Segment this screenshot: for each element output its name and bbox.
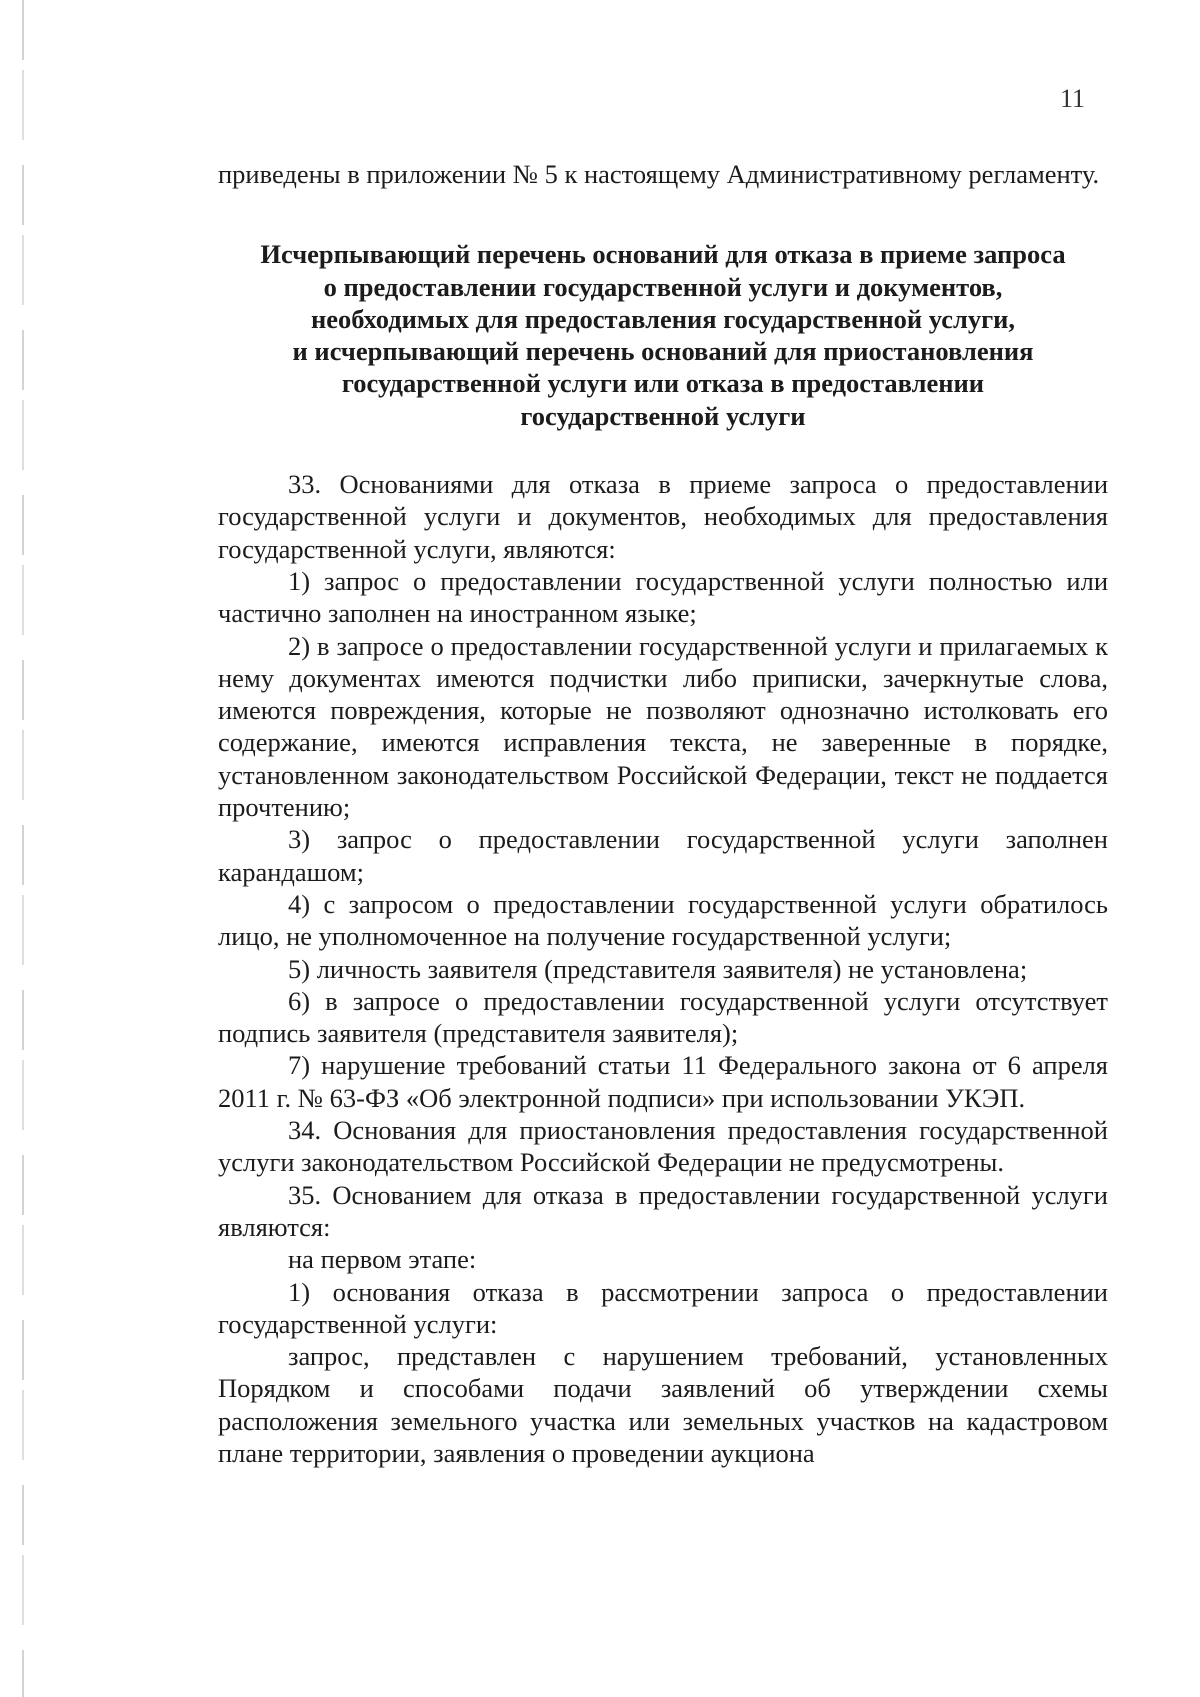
heading-line: государственной услуги или отказа в предоставлении [341,368,985,399]
list-item-5: 5) личность заявителя (представителя заявителя) не установлена; [288,953,1028,984]
scan-edge-artifact [22,0,24,1697]
list-item-1: 1) запрос о предоставлении государственной услуги полностью или частично заполнен на иностранном языке; [218,565,1108,629]
list-item-2: 2) в запросе о предоставлении государственной услуги и прилагаемых к нему документах имеются подчистки либо приписки, зачеркнутые слова, имеются повреждения, которые не позволяют однозначно истолковать его содержание, имеются исправления текста, не заверенные в порядке, установленном законодательством Российской Федерации, текст не поддается прочтению; [218,630,1108,823]
list-item-6: 6) в запросе о предоставлении государственной услуги отсутствует подпись заявителя (представителя заявителя); [218,985,1108,1049]
intro-paragraph: приведены в приложении № 5 к настоящему Административному регламенту. [218,159,1100,189]
paragraph-34: 34. Основания для приостановления предоставления государственной услуги законодательством Российской Федерации не предусмотрены. [218,1115,1108,1178]
paragraph-35: 35. Основанием для отказа в предоставлении государственной услуги являются: [218,1179,1108,1242]
heading-line: о предоставлении государственной услуги и документов, [323,271,1003,302]
stage-item-1: 1) основания отказа в рассмотрении запроса о предоставлении государственной услуги: [218,1276,1108,1339]
list-item-3: 3) запрос о предоставлении государственной услуги заполнен карандашом; [218,824,1108,887]
list-item-7: 7) нарушение требований статьи 11 Федерального закона от 6 апреля 2011 г. № 63-ФЗ «Об электронной подписи» при использовании УКЭП. [218,1050,1108,1113]
heading-line: необходимых для предоставления государственной услуги, [310,303,1016,334]
paragraph-33: 33. Основаниями для отказа в приеме запроса о предоставлении государственной услуги и документов, необходимых для предоставления государственной услуги, являются: [218,469,1108,564]
stage-item-text: запрос, представлен с нарушением требований, установленных Порядком и способами подачи заявлений об утверждении схемы расположения земельного участка или земельных участков на кадастровом плане территории, заявления о проведении аукциона [218,1341,1108,1468]
stage-label: на первом этапе: [288,1244,477,1275]
section-heading [218,238,1108,432]
page-number: 11 [1060,84,1086,113]
heading-line: Исчерпывающий перечень оснований для отказа в приеме запроса [260,239,1066,270]
heading-line: и исчерпывающий перечень оснований для приостановления [292,336,1034,367]
list-item-4: 4) с запросом о предоставлении государственной услуги обратилось лицо, не уполномоченное на получение государственной услуги; [218,888,1108,952]
heading-line: государственной услуги [520,400,806,431]
document-body [218,158,1108,1469]
